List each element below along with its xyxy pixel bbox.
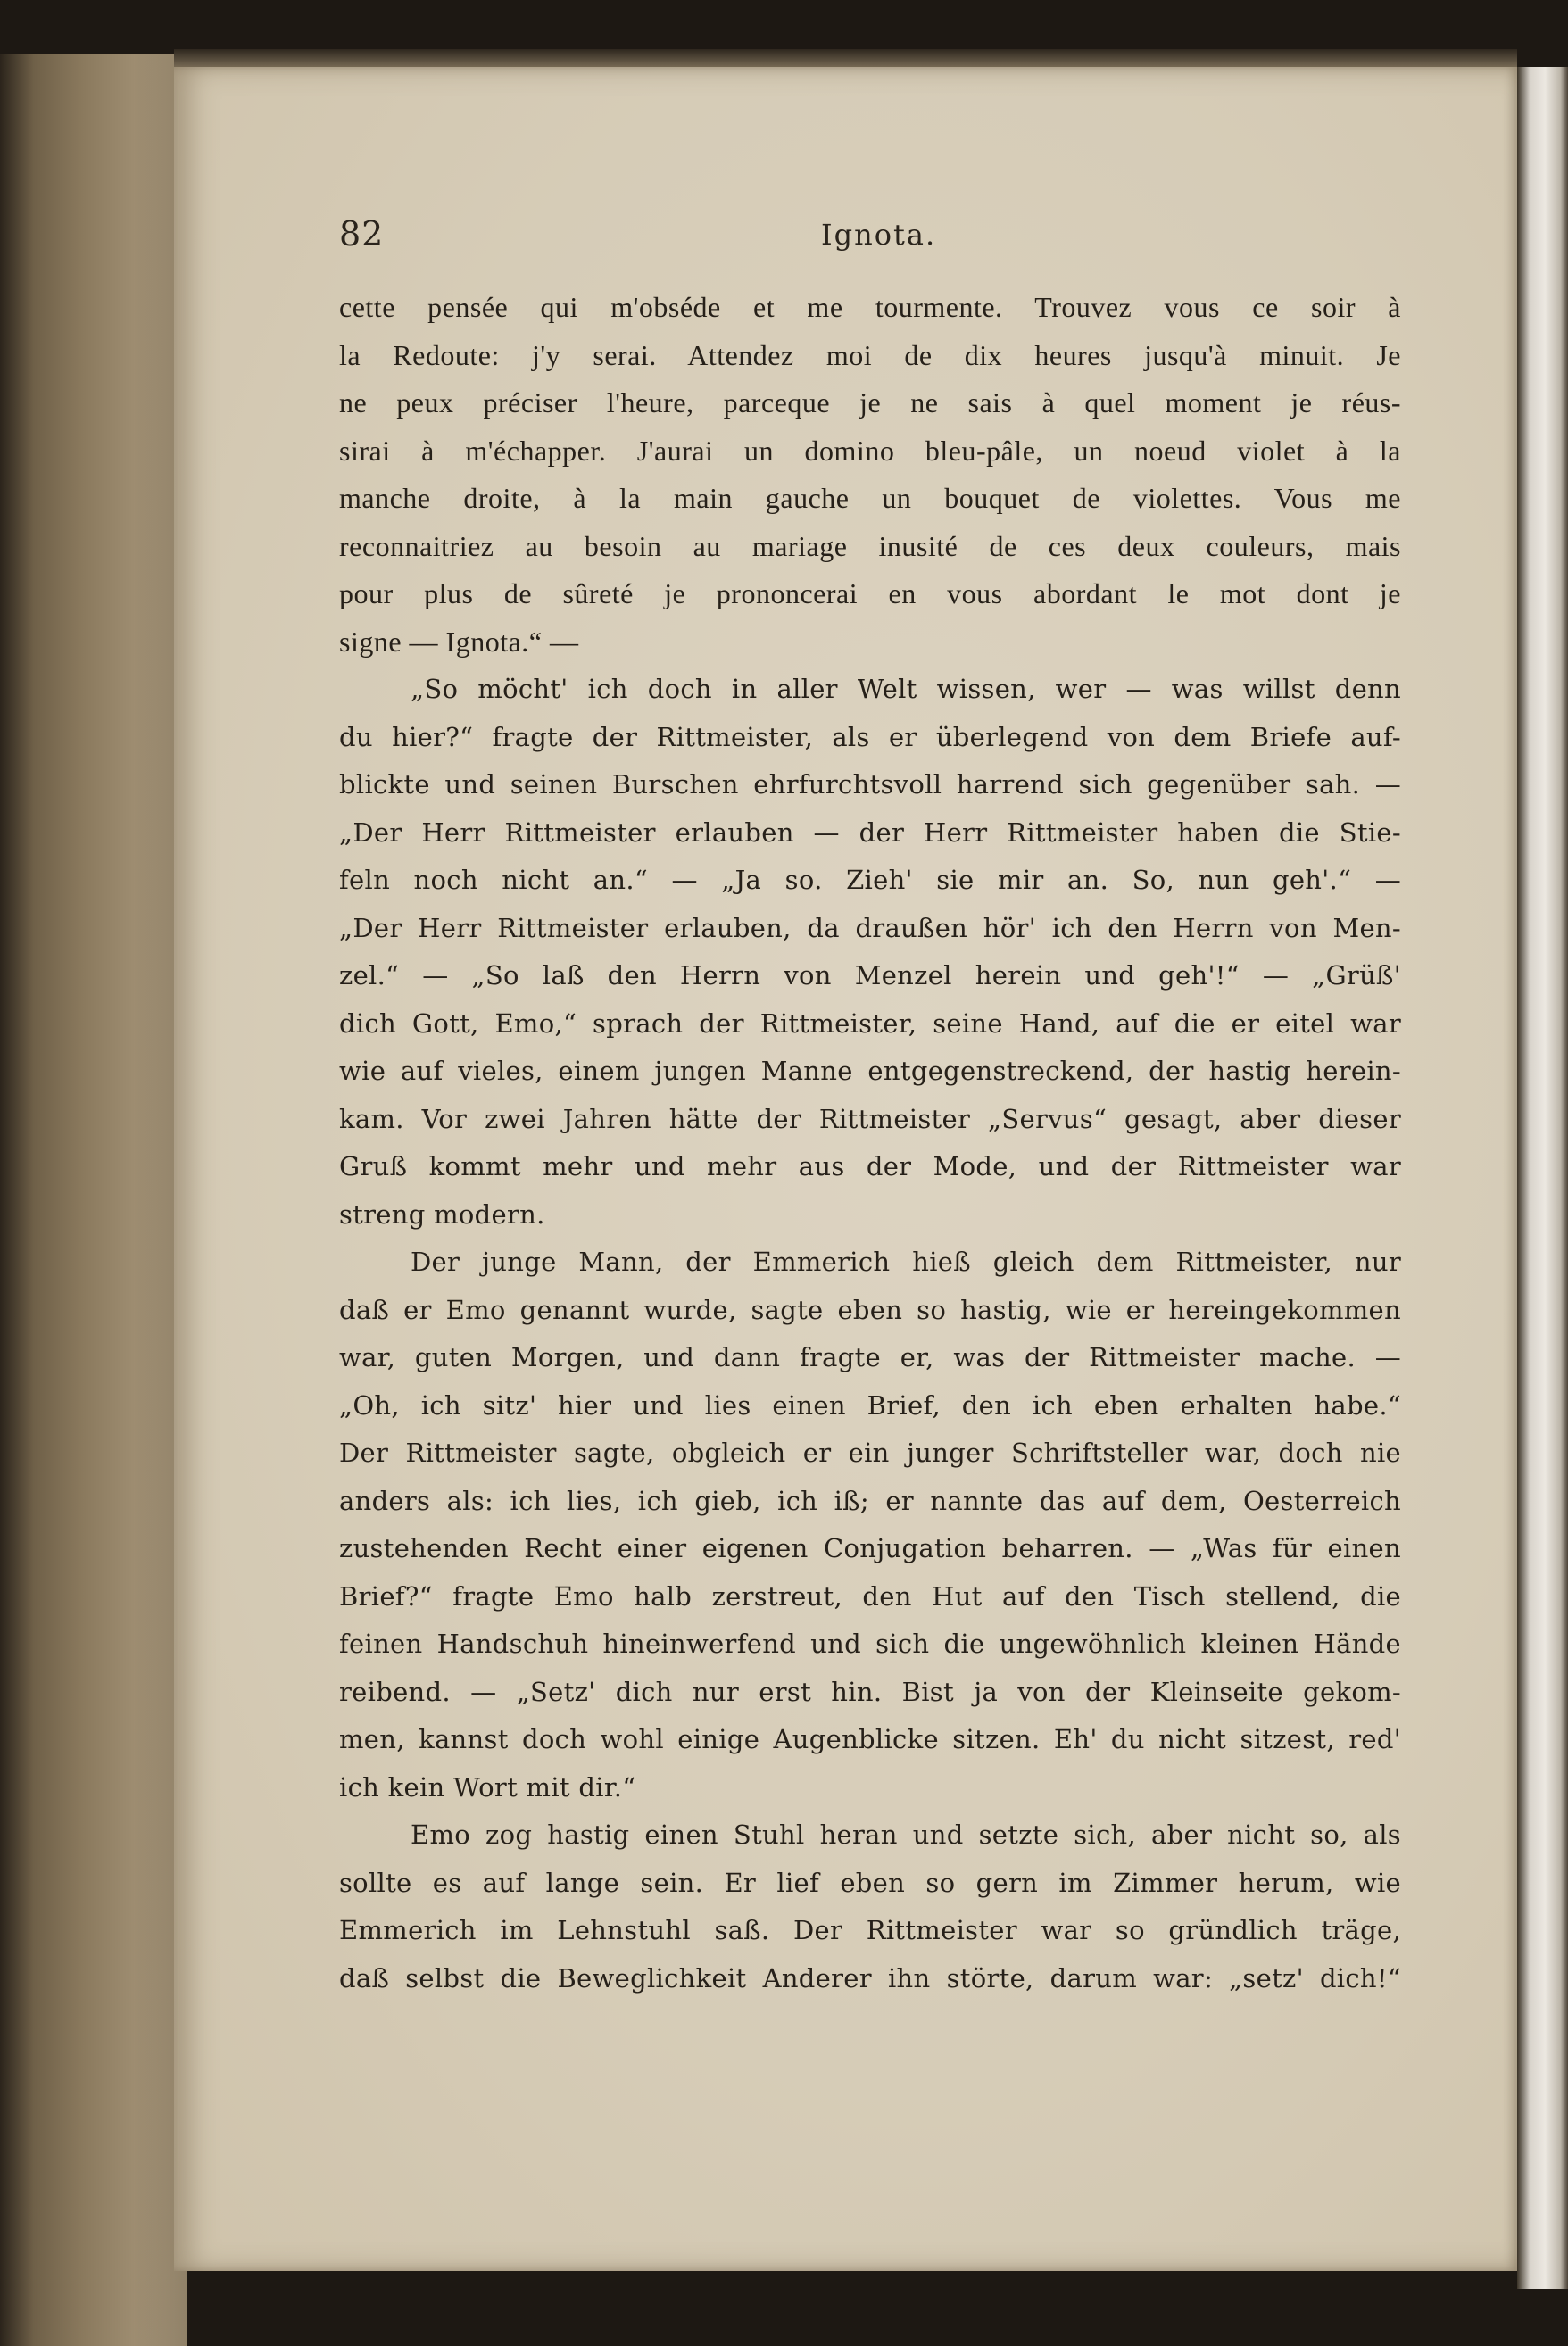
text-line: Emo zog hastig einen Stuhl heran und setzte sich, aber nicht so, als [411, 1820, 1401, 1850]
text-line: wie auf vieles, einem jungen Manne entgegenstreckend, der hastig herein- [339, 1056, 1401, 1086]
text-line: dich Gott, Emo,“ sprach der Rittmeister, seine Hand, auf die er eitel war [339, 1007, 1401, 1039]
text-line: reibend. — „Setz' dich nur erst hin. Bist ja von der Kleinseite gekom- [339, 1676, 1401, 1707]
text-line: la Redoute: j'y serai. Attendez moi de dix heures jusqu'à minuit. Je [339, 338, 1401, 371]
text-line: Brief?“ fragte Emo halb zerstreut, den Hut auf den Tisch stellend, die [339, 1580, 1401, 1612]
text-line: sirai à m'échapper. J'aurai un domino bleu-pâle, un noeud violet à la [339, 434, 1401, 467]
text-line: feln noch nicht an.“ — „Ja so. Zieh' sie mir an. So, nun geh'.“ — [339, 865, 1401, 895]
text-line: zustehenden Recht einer eigenen Conjugation beharren. — „Was für einen [339, 1533, 1401, 1563]
text-line: du hier?“ fragte der Rittmeister, als er überlegend von dem Briefe auf- [339, 721, 1401, 752]
page-header [339, 214, 1397, 268]
page-number: 82 [339, 214, 385, 253]
text-line: „Der Herr Rittmeister erlauben — der Herr Rittmeister haben die Stie- [339, 817, 1401, 848]
text-line: „Oh, ich sitz' hier und lies einen Brief, den ich eben erhalten habe.“ [339, 1389, 1401, 1421]
text-line: „So möcht' ich doch in aller Welt wissen, wer — was willst denn [411, 674, 1401, 704]
text-line: war, guten Morgen, und dann fragte er, was der Rittmeister mache. — [339, 1342, 1401, 1372]
text-line: cette pensée qui m'obséde et me tourmente. Trouvez vous ce soir à [339, 291, 1401, 323]
text-line: zel.“ — „So laß den Herrn von Menzel herein und geh'!“ — „Grüß' [339, 960, 1401, 991]
text-line: men, kannst doch wohl einige Augenblicke sitzen. Eh' du nicht sitzest, red' [339, 1724, 1401, 1754]
text-line: „Der Herr Rittmeister erlauben, da draußen hör' ich den Herrn von Men- [339, 912, 1401, 943]
text-line: Emmerich im Lehnstuhl saß. Der Rittmeister war so gründlich träge, [339, 1915, 1401, 1945]
page-body-text [339, 284, 1401, 2002]
running-head: Ignota. [821, 218, 937, 252]
text-line: daß selbst die Beweglichkeit Anderer ihn störte, darum war: „setz' dich!“ [339, 1962, 1401, 1994]
text-line: manche droite, à la main gauche un bouquet de violettes. Vous me [339, 482, 1401, 514]
text-line: reconnaitriez au besoin au mariage inusité de ces deux couleurs, mais [339, 529, 1401, 562]
text-line: sollte es auf lange sein. Er lief eben so gern im Zimmer herum, wie [339, 1867, 1401, 1898]
text-line: ne peux préciser l'heure, parceque je ne sais à quel moment je réus- [339, 386, 1401, 419]
text-line: kam. Vor zwei Jahren hätte der Rittmeister „Servus“ gesagt, aber dieser [339, 1103, 1401, 1134]
text-line: signe — Ignota.“ — [339, 625, 579, 658]
text-line: streng modern. [339, 1198, 545, 1230]
text-line: anders als: ich lies, ich gieb, ich iß; er nannte das auf dem, Oesterreich [339, 1485, 1401, 1516]
text-line: Gruß kommt mehr und mehr aus der Mode, und der Rittmeister war [339, 1151, 1401, 1181]
text-line: daß er Emo genannt wurde, sagte eben so hastig, wie er hereingekommen [339, 1294, 1401, 1325]
text-line: Der Rittmeister sagte, obgleich er ein junger Schriftsteller war, doch nie [339, 1438, 1401, 1468]
text-line: pour plus de sûreté je prononcerai en vous abordant le mot dont je [339, 577, 1401, 609]
text-line: Der junge Mann, der Emmerich hieß gleich dem Rittmeister, nur [411, 1247, 1401, 1277]
book-right-edge [1517, 67, 1568, 2289]
text-line: feinen Handschuh hineinwerfend und sich die ungewöhnlich kleinen Hände [339, 1629, 1401, 1659]
text-line: ich kein Wort mit dir.“ [339, 1771, 636, 1803]
book-top-edge [174, 49, 1517, 69]
text-line: blickte und seinen Burschen ehrfurchtsvoll harrend sich gegenüber sah. — [339, 769, 1401, 800]
